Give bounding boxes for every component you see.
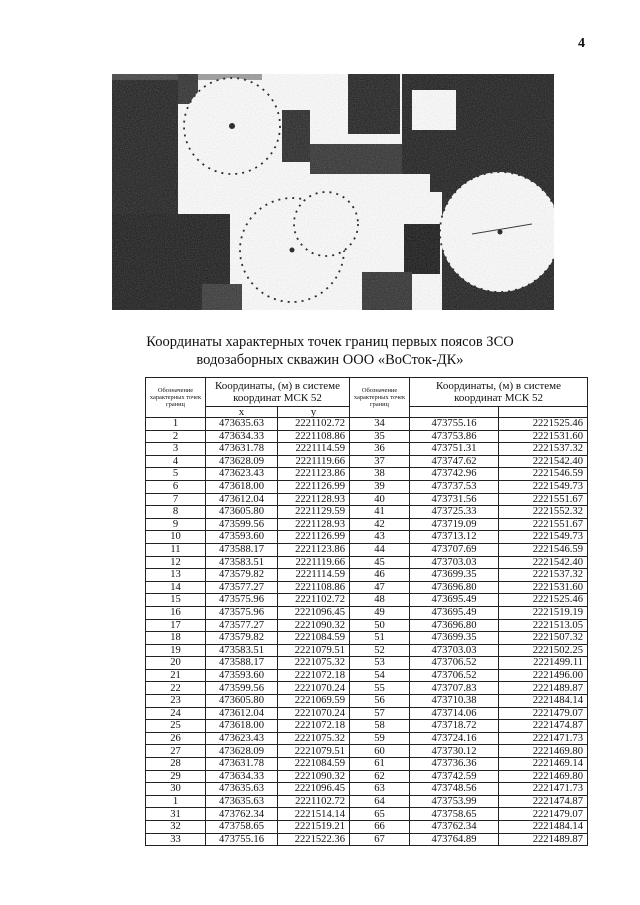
table-caption: [100, 333, 560, 369]
cell-y1: 2221072.18: [278, 720, 350, 733]
cell-x1: 473579.82: [206, 569, 278, 582]
cell-y1: 2221084.59: [278, 632, 350, 645]
cell-y2: 2221549.73: [499, 531, 588, 544]
cell-y2: 2221519.19: [499, 606, 588, 619]
cell-x1: 473755.16: [206, 833, 278, 846]
cell-n1: 8: [146, 506, 206, 519]
cell-x1: 473605.80: [206, 695, 278, 708]
cell-x2: 473707.69: [410, 543, 499, 556]
cell-n1: 9: [146, 518, 206, 531]
cell-n2: 62: [350, 770, 410, 783]
cell-n1: 16: [146, 606, 206, 619]
cell-x2: 473713.12: [410, 531, 499, 544]
cell-x1: 473618.00: [206, 480, 278, 493]
table-row: [146, 493, 588, 506]
cell-y2: 2221474.87: [499, 795, 588, 808]
table-row: [146, 594, 588, 607]
cell-y1: 2221070.24: [278, 707, 350, 720]
table-row: [146, 808, 588, 821]
cell-x2: 473762.34: [410, 821, 499, 834]
cell-y1: 2221075.32: [278, 732, 350, 745]
cell-y2: 2221537.32: [499, 443, 588, 456]
cell-y1: 2221079.51: [278, 745, 350, 758]
cell-x1: 473635.63: [206, 795, 278, 808]
cell-n1: 21: [146, 669, 206, 682]
cell-n2: 34: [350, 418, 410, 431]
table-row: [146, 669, 588, 682]
cell-y1: 2221102.72: [278, 795, 350, 808]
cell-x1: 473758.65: [206, 821, 278, 834]
cell-x1: 473635.63: [206, 783, 278, 796]
cell-y2: 2221549.73: [499, 480, 588, 493]
cell-x2: 473737.53: [410, 480, 499, 493]
cell-x1: 473579.82: [206, 632, 278, 645]
cell-y2: 2221502.25: [499, 644, 588, 657]
cell-n2: 36: [350, 443, 410, 456]
cell-x1: 473605.80: [206, 506, 278, 519]
table-row: [146, 732, 588, 745]
header-x: x: [206, 407, 278, 418]
header-point-label: Обозначение характерных точек границ: [350, 378, 410, 418]
cell-n1: 13: [146, 569, 206, 582]
cell-y1: 2221096.45: [278, 783, 350, 796]
cell-x1: 473623.43: [206, 732, 278, 745]
cell-x1: 473575.96: [206, 594, 278, 607]
cell-n2: 56: [350, 695, 410, 708]
cell-x2: 473706.52: [410, 669, 499, 682]
cell-n2: 35: [350, 430, 410, 443]
cell-y1: 2221108.86: [278, 581, 350, 594]
cell-n1: 3: [146, 443, 206, 456]
cell-x1: 473628.09: [206, 745, 278, 758]
cell-y1: 2221084.59: [278, 758, 350, 771]
cell-y1: 2221090.32: [278, 770, 350, 783]
coordinates-table: [145, 377, 588, 846]
cell-y2: 2221551.67: [499, 493, 588, 506]
cell-n2: 61: [350, 758, 410, 771]
cell-n2: 55: [350, 682, 410, 695]
table-row: [146, 418, 588, 431]
cell-n2: 46: [350, 569, 410, 582]
site-map-image: [112, 74, 554, 310]
cell-x2: 473731.56: [410, 493, 499, 506]
cell-x2: 473696.80: [410, 581, 499, 594]
cell-x2: 473710.38: [410, 695, 499, 708]
cell-y1: 2221114.59: [278, 443, 350, 456]
cell-x1: 473628.09: [206, 455, 278, 468]
cell-y1: 2221079.51: [278, 644, 350, 657]
page-number: 4: [578, 36, 585, 51]
table-row: [146, 745, 588, 758]
cell-y1: 2221123.86: [278, 468, 350, 481]
cell-x1: 473631.78: [206, 758, 278, 771]
coordinates-table-body: [146, 418, 588, 846]
cell-n1: 5: [146, 468, 206, 481]
table-row: [146, 657, 588, 670]
cell-y1: 2221126.99: [278, 531, 350, 544]
cell-y2: 2221552.32: [499, 506, 588, 519]
cell-n2: 42: [350, 518, 410, 531]
cell-y2: 2221469.14: [499, 758, 588, 771]
cell-x2: 473714.06: [410, 707, 499, 720]
cell-y2: 2221471.73: [499, 732, 588, 745]
cell-n1: 29: [146, 770, 206, 783]
cell-n2: 40: [350, 493, 410, 506]
cell-n1: 31: [146, 808, 206, 821]
cell-x2: 473753.99: [410, 795, 499, 808]
cell-y2: 2221546.59: [499, 543, 588, 556]
cell-y1: 2221514.14: [278, 808, 350, 821]
cell-n1: 30: [146, 783, 206, 796]
cell-n1: 10: [146, 531, 206, 544]
table-row: [146, 480, 588, 493]
cell-y1: 2221123.86: [278, 543, 350, 556]
cell-n1: 25: [146, 720, 206, 733]
cell-n1: 7: [146, 493, 206, 506]
table-row: [146, 518, 588, 531]
header-blank: [410, 407, 499, 418]
cell-n1: 19: [146, 644, 206, 657]
cell-x1: 473631.78: [206, 443, 278, 456]
table-row: [146, 695, 588, 708]
cell-n2: 48: [350, 594, 410, 607]
cell-y1: 2221090.32: [278, 619, 350, 632]
cell-n2: 47: [350, 581, 410, 594]
cell-y2: 2221525.46: [499, 594, 588, 607]
cell-n1: 1: [146, 795, 206, 808]
cell-n2: 38: [350, 468, 410, 481]
cell-n2: 44: [350, 543, 410, 556]
cell-y1: 2221075.32: [278, 657, 350, 670]
cell-n2: 49: [350, 606, 410, 619]
table-row: [146, 707, 588, 720]
table-row: [146, 606, 588, 619]
table-row: [146, 644, 588, 657]
cell-y1: 2221069.59: [278, 695, 350, 708]
cell-n2: 60: [350, 745, 410, 758]
cell-x2: 473724.16: [410, 732, 499, 745]
cell-y2: 2221499.11: [499, 657, 588, 670]
cell-n1: 2: [146, 430, 206, 443]
cell-n1: 4: [146, 455, 206, 468]
cell-n2: 37: [350, 455, 410, 468]
cell-y1: 2221128.93: [278, 518, 350, 531]
cell-y1: 2221102.72: [278, 594, 350, 607]
cell-y2: 2221479.07: [499, 808, 588, 821]
cell-y1: 2221114.59: [278, 569, 350, 582]
cell-n2: 54: [350, 669, 410, 682]
cell-n1: 18: [146, 632, 206, 645]
cell-n2: 51: [350, 632, 410, 645]
cell-x2: 473736.36: [410, 758, 499, 771]
cell-n2: 45: [350, 556, 410, 569]
cell-x2: 473706.52: [410, 657, 499, 670]
cell-y2: 2221484.14: [499, 821, 588, 834]
header-point-label: Обозначение характерных точек границ: [146, 378, 206, 418]
cell-y1: 2221070.24: [278, 682, 350, 695]
cell-x1: 473593.60: [206, 669, 278, 682]
cell-n1: 1: [146, 418, 206, 431]
cell-x1: 473588.17: [206, 543, 278, 556]
table-row: [146, 632, 588, 645]
cell-y2: 2221546.59: [499, 468, 588, 481]
cell-y1: 2221102.72: [278, 418, 350, 431]
cell-x2: 473725.33: [410, 506, 499, 519]
cell-x2: 473730.12: [410, 745, 499, 758]
cell-y2: 2221489.87: [499, 833, 588, 846]
cell-n2: 64: [350, 795, 410, 808]
cell-x1: 473634.33: [206, 430, 278, 443]
cell-n2: 58: [350, 720, 410, 733]
table-row: [146, 556, 588, 569]
cell-n2: 65: [350, 808, 410, 821]
cell-y1: 2221119.66: [278, 556, 350, 569]
table-row: [146, 682, 588, 695]
cell-n2: 41: [350, 506, 410, 519]
table-row: [146, 795, 588, 808]
cell-x2: 473696.80: [410, 619, 499, 632]
header-y: y: [278, 407, 350, 418]
table-row: [146, 581, 588, 594]
cell-n1: 15: [146, 594, 206, 607]
header-coords-left: Координаты, (м) в системе координат МСК 52: [206, 378, 350, 407]
cell-x2: 473755.16: [410, 418, 499, 431]
cell-y2: 2221531.60: [499, 430, 588, 443]
cell-n1: 24: [146, 707, 206, 720]
cell-y2: 2221542.40: [499, 455, 588, 468]
cell-y2: 2221531.60: [499, 581, 588, 594]
cell-y1: 2221129.59: [278, 506, 350, 519]
cell-n1: 27: [146, 745, 206, 758]
table-row: [146, 506, 588, 519]
cell-n1: 14: [146, 581, 206, 594]
cell-n2: 52: [350, 644, 410, 657]
table-row: [146, 821, 588, 834]
cell-x2: 473699.35: [410, 632, 499, 645]
cell-x1: 473635.63: [206, 418, 278, 431]
table-row: [146, 758, 588, 771]
cell-y2: 2221469.80: [499, 770, 588, 783]
cell-n1: 17: [146, 619, 206, 632]
cell-y2: 2221474.87: [499, 720, 588, 733]
cell-x1: 473577.27: [206, 619, 278, 632]
cell-n2: 43: [350, 531, 410, 544]
cell-x1: 473599.56: [206, 682, 278, 695]
table-row: [146, 619, 588, 632]
table-row: [146, 455, 588, 468]
cell-y1: 2221519.21: [278, 821, 350, 834]
caption-line-2: водозаборных скважин ООО «ВоСток-ДК»: [196, 352, 464, 368]
cell-x1: 473618.00: [206, 720, 278, 733]
site-map: [112, 74, 554, 310]
cell-x2: 473764.89: [410, 833, 499, 846]
cell-x2: 473751.31: [410, 443, 499, 456]
header-coords-right: Координаты, (м) в системе координат МСК 52: [410, 378, 588, 407]
cell-y2: 2221471.73: [499, 783, 588, 796]
cell-x2: 473748.56: [410, 783, 499, 796]
cell-n1: 33: [146, 833, 206, 846]
cell-x2: 473703.03: [410, 644, 499, 657]
cell-y1: 2221522.36: [278, 833, 350, 846]
cell-n2: 63: [350, 783, 410, 796]
table-row: [146, 720, 588, 733]
cell-y1: 2221108.86: [278, 430, 350, 443]
cell-n1: 23: [146, 695, 206, 708]
cell-x1: 473612.04: [206, 707, 278, 720]
caption-line-1: Координаты характерных точек границ первых поясов ЗСО: [146, 334, 514, 350]
table-row: [146, 569, 588, 582]
cell-x2: 473758.65: [410, 808, 499, 821]
cell-x2: 473742.96: [410, 468, 499, 481]
cell-y2: 2221542.40: [499, 556, 588, 569]
cell-y1: 2221126.99: [278, 480, 350, 493]
cell-n2: 53: [350, 657, 410, 670]
cell-x1: 473762.34: [206, 808, 278, 821]
cell-y1: 2221096.45: [278, 606, 350, 619]
cell-n2: 39: [350, 480, 410, 493]
table-row: [146, 443, 588, 456]
table-row: [146, 783, 588, 796]
cell-n1: 32: [146, 821, 206, 834]
cell-x2: 473718.72: [410, 720, 499, 733]
table-row: [146, 468, 588, 481]
cell-n1: 22: [146, 682, 206, 695]
cell-y2: 2221537.32: [499, 569, 588, 582]
cell-x1: 473583.51: [206, 644, 278, 657]
cell-y2: 2221489.87: [499, 682, 588, 695]
cell-n2: 50: [350, 619, 410, 632]
cell-y2: 2221551.67: [499, 518, 588, 531]
cell-x2: 473719.09: [410, 518, 499, 531]
cell-x2: 473742.59: [410, 770, 499, 783]
cell-x2: 473747.62: [410, 455, 499, 468]
cell-y1: 2221072.18: [278, 669, 350, 682]
cell-n1: 11: [146, 543, 206, 556]
cell-y2: 2221469.80: [499, 745, 588, 758]
table-row: [146, 833, 588, 846]
cell-x2: 473707.83: [410, 682, 499, 695]
cell-x1: 473577.27: [206, 581, 278, 594]
header-blank: [499, 407, 588, 418]
cell-x2: 473695.49: [410, 594, 499, 607]
cell-y2: 2221496.00: [499, 669, 588, 682]
cell-x1: 473612.04: [206, 493, 278, 506]
cell-x1: 473588.17: [206, 657, 278, 670]
cell-y1: 2221128.93: [278, 493, 350, 506]
cell-y2: 2221484.14: [499, 695, 588, 708]
cell-n1: 6: [146, 480, 206, 493]
cell-y2: 2221507.32: [499, 632, 588, 645]
cell-y2: 2221513.05: [499, 619, 588, 632]
cell-x2: 473703.03: [410, 556, 499, 569]
cell-y1: 2221119.66: [278, 455, 350, 468]
cell-n1: 12: [146, 556, 206, 569]
cell-n2: 67: [350, 833, 410, 846]
cell-x1: 473593.60: [206, 531, 278, 544]
cell-x1: 473575.96: [206, 606, 278, 619]
cell-y2: 2221525.46: [499, 418, 588, 431]
table-row: [146, 531, 588, 544]
cell-x2: 473753.86: [410, 430, 499, 443]
cell-x1: 473599.56: [206, 518, 278, 531]
cell-x2: 473695.49: [410, 606, 499, 619]
table-row: [146, 770, 588, 783]
cell-x1: 473623.43: [206, 468, 278, 481]
cell-n1: 26: [146, 732, 206, 745]
table-row: [146, 543, 588, 556]
cell-y2: 2221479.07: [499, 707, 588, 720]
cell-x1: 473583.51: [206, 556, 278, 569]
cell-n1: 20: [146, 657, 206, 670]
table-row: [146, 430, 588, 443]
cell-n2: 57: [350, 707, 410, 720]
cell-n2: 66: [350, 821, 410, 834]
cell-x2: 473699.35: [410, 569, 499, 582]
cell-x1: 473634.33: [206, 770, 278, 783]
cell-n1: 28: [146, 758, 206, 771]
cell-n2: 59: [350, 732, 410, 745]
